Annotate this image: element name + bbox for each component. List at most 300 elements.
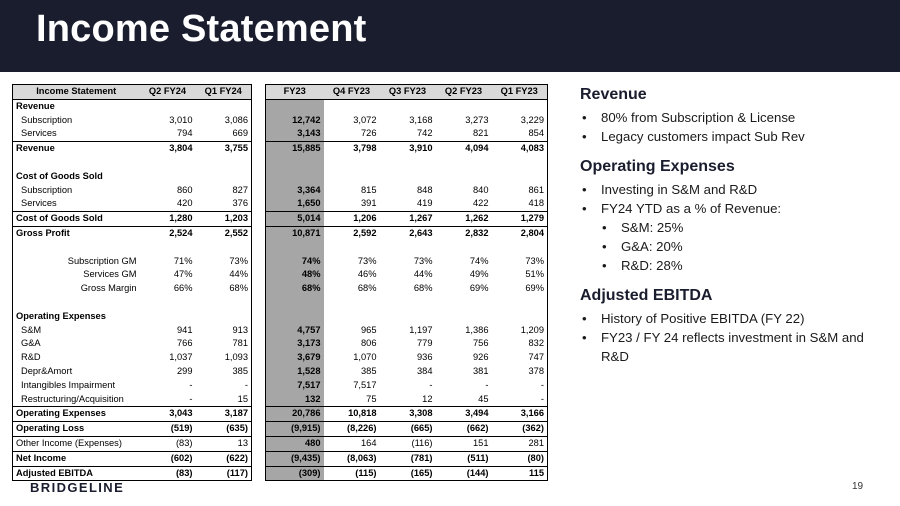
table-cell: 378 [492,365,548,379]
table-cell: 1,093 [196,351,252,365]
table-cell: 73% [492,255,548,269]
row-label: Cost of Goods Sold [13,170,140,184]
table-row [13,170,548,184]
section-title: Operating Expenses [580,158,735,175]
row-label: Revenue [13,99,140,113]
table-cell: 3,494 [436,407,492,422]
table-row [13,226,548,240]
column-spacer [252,407,266,422]
table-row [13,466,548,481]
table-cell: 68% [413,283,433,294]
column-header: Q1 FY23 [492,85,548,100]
table-row [13,99,548,113]
table-cell: 44% [196,268,252,282]
table-cell [196,241,252,255]
title-banner [0,0,900,72]
column-spacer [252,337,266,351]
table-cell [380,156,436,170]
table-cell: (9,435) [266,451,324,466]
column-spacer [252,268,266,282]
table-cell: 742 [416,128,433,139]
table-cell: 420 [176,198,193,209]
table-cell: 3,043 [140,407,196,422]
row-label: Services GM [13,268,140,282]
table-cell: (602) [140,451,196,466]
table-cell: 49% [469,269,489,280]
table-cell: 384 [416,365,433,376]
table-cell [196,99,252,113]
table-row [13,436,548,451]
table-row [13,324,548,338]
table-cell: 419 [416,198,433,209]
column-spacer [252,142,266,156]
table-cell: (8,063) [324,451,380,466]
slide-title: Income Statement [36,8,367,50]
table-cell [324,296,380,310]
table-cell: 806 [360,338,377,349]
table-cell: 1,280 [140,212,196,227]
column-spacer [252,226,266,240]
table-cell: 3,273 [465,114,489,125]
table-cell [436,241,492,255]
table-cell: 12,742 [266,114,324,128]
table-cell: 3,910 [380,142,436,156]
table-cell [140,241,196,255]
column-header: Q2 FY23 [436,85,492,100]
table-cell: (83) [140,436,196,451]
table-cell: 1,209 [492,324,548,338]
table-cell: 164 [324,436,380,451]
column-spacer [252,393,266,407]
table-cell [266,99,324,113]
column-spacer [252,99,266,113]
row-label: Services [13,197,140,211]
table-cell: 3,229 [492,114,548,128]
column-spacer [252,296,266,310]
table-cell: 4,094 [436,142,492,156]
table-cell: 5,014 [266,212,324,227]
table-cell [380,310,436,324]
table-cell: 3,072 [353,114,377,125]
table-cell: 418 [492,197,548,211]
column-spacer [252,451,266,466]
column-spacer [252,114,266,128]
table-cell: (519) [140,422,196,437]
table-cell [492,170,548,184]
table-cell: 69% [469,283,489,294]
table-cell: - [492,379,548,393]
table-cell: 46% [357,269,377,280]
table-row [13,268,548,282]
table-cell: 766 [176,338,193,349]
table-cell: (117) [196,466,252,481]
table-cell: 2,524 [140,226,196,240]
table-cell: 422 [472,198,489,209]
section-title: Adjusted EBITDA [580,287,713,304]
table-cell: 2,643 [380,226,436,240]
table-row [13,184,548,198]
table-cell [492,99,548,113]
column-spacer [252,241,266,255]
table-cell: 747 [492,351,548,365]
table-cell [266,241,324,255]
table-cell: - [189,393,193,404]
table-cell: (80) [492,451,548,466]
table-cell: 941 [176,324,193,335]
table-cell [492,310,548,324]
table-cell: (9,915) [266,422,324,437]
column-spacer [252,436,266,451]
table-cell: 391 [360,198,377,209]
table-cell: 848 [416,184,433,195]
table-cell [436,170,492,184]
table-cell: 926 [472,352,489,363]
table-cell [492,156,548,170]
table-cell: 68% [357,283,377,294]
table-cell: 74% [266,255,324,269]
table-cell: 832 [492,337,548,351]
table-cell: 4,757 [266,324,324,338]
table-cell [196,310,252,324]
table-cell: 281 [492,436,548,451]
table-cell: 669 [196,127,252,141]
table-cell: 965 [360,324,377,335]
column-spacer [252,310,266,324]
column-header: Q4 FY23 [324,85,380,100]
table-cell: 66% [173,283,193,294]
table-cell [324,241,380,255]
table-cell: 75 [366,393,377,404]
table-cell: 1,206 [324,212,380,227]
table-cell: 15 [196,393,252,407]
table-cell: 726 [360,128,377,139]
table-cell [196,296,252,310]
column-spacer [252,255,266,269]
bullet-item: • FY23 / FY 24 reflects investment in S&M and R&D [580,328,880,366]
table-row [13,197,548,211]
table-cell [196,170,252,184]
section-title: Revenue [580,86,647,103]
table-cell [140,170,196,184]
column-spacer [252,379,266,393]
bullet-item: • 80% from Subscription & License [580,108,880,127]
table-cell: 3,166 [492,407,548,422]
table-cell [380,296,436,310]
column-header: Q3 FY23 [380,85,436,100]
column-spacer [252,282,266,296]
table-cell [324,170,380,184]
table-cell: 827 [196,184,252,198]
table-cell: 45 [478,393,489,404]
row-label [13,156,140,170]
table-cell: 7,517 [266,379,324,393]
table-cell: 3,755 [196,142,252,156]
table-row [13,127,548,141]
table-cell: (115) [324,466,380,481]
bullet-item: • R&D: 28% [580,256,880,275]
table-row [13,296,548,310]
row-label: Other Income (Expenses) [13,436,140,451]
column-spacer [252,466,266,481]
table-cell: 47% [173,269,193,280]
table-row [13,255,548,269]
table-cell [380,170,436,184]
table-cell: 840 [472,184,489,195]
table-cell: 3,364 [266,184,324,198]
row-label: Operating Expenses [13,407,140,422]
table-row [13,212,548,227]
table-cell: 779 [416,338,433,349]
table-cell: 73% [413,255,433,266]
row-label: Adjusted EBITDA [13,466,140,481]
table-cell: 860 [176,184,193,195]
bullet-item: • S&M: 25% [580,218,880,237]
column-spacer [252,170,266,184]
table-cell: 3,173 [266,337,324,351]
column-spacer [252,324,266,338]
column-spacer [252,156,266,170]
table-row [13,407,548,422]
table-cell: 13 [196,436,252,451]
table-cell: 3,804 [140,142,196,156]
row-label: Gross Margin [13,282,140,296]
row-label: G&A [13,337,140,351]
row-label: Subscription [13,114,140,128]
table-cell: - [196,379,252,393]
table-cell: 44% [413,269,433,280]
table-cell: 861 [492,184,548,198]
table-cell: - [429,379,433,390]
table-cell: 854 [492,127,548,141]
table-cell: 7,517 [353,379,377,390]
table-cell: 794 [176,128,193,139]
table-cell: 385 [196,365,252,379]
table-cell: 1,650 [266,197,324,211]
table-cell: 48% [266,268,324,282]
table-cell: 151 [436,436,492,451]
column-header: Q1 FY24 [196,85,252,100]
table-cell: 936 [416,352,433,363]
table-cell: 74% [469,255,489,266]
table-cell: 4,083 [492,142,548,156]
table-cell [492,296,548,310]
column-spacer [252,212,266,227]
bullet-item: • Legacy customers impact Sub Rev [580,127,880,146]
row-label: Subscription [13,184,140,198]
column-header: FY23 [266,85,324,100]
bullet-list [580,180,880,275]
table-cell: - [189,379,193,390]
table-row [13,114,548,128]
table-cell [324,156,380,170]
row-label: Gross Profit [13,226,140,240]
income-statement-table-container [12,84,548,481]
table-row [13,241,548,255]
row-label: Restructuring/Acquisition [13,393,140,407]
table-cell: 3,143 [266,127,324,141]
table-cell [380,99,436,113]
table-cell: - [492,393,548,407]
bullet-list [580,108,880,146]
table-cell: 69% [492,282,548,296]
table-row [13,156,548,170]
table-cell: (165) [380,466,436,481]
table-cell: 1,267 [380,212,436,227]
table-cell [266,170,324,184]
table-cell: 1,279 [492,212,548,227]
bullet-item: • FY24 YTD as a % of Revenue: [580,199,880,218]
bullet-item: • History of Positive EBITDA (FY 22) [580,309,880,328]
column-spacer [252,184,266,198]
table-cell [266,156,324,170]
table-cell: 3,010 [169,114,193,125]
table-cell: 71% [173,255,193,266]
row-label: Depr&Amort [13,365,140,379]
table-row [13,282,548,296]
table-cell: 3,798 [324,142,380,156]
table-cell: 3,679 [266,351,324,365]
table-cell [266,296,324,310]
table-cell: 12 [422,393,433,404]
table-row [13,142,548,156]
column-spacer [252,422,266,437]
table-row [13,422,548,437]
table-cell: 3,086 [196,114,252,128]
table-cell: 2,832 [436,226,492,240]
row-label [13,241,140,255]
table-cell [140,156,196,170]
row-label: Intangibles Impairment [13,379,140,393]
table-cell: (662) [436,422,492,437]
table-cell [436,156,492,170]
table-cell: 3,168 [409,114,433,125]
table-cell: 480 [266,436,324,451]
table-cell: 68% [196,282,252,296]
table-cell [140,310,196,324]
table-cell: 1,197 [409,324,433,335]
row-label: Subscription GM [13,255,140,269]
table-cell [324,310,380,324]
commentary-section [580,287,880,366]
bullet-item: • G&A: 20% [580,237,880,256]
table-cell: (309) [266,466,324,481]
table-cell: 1,037 [169,352,193,363]
bullet-list [580,309,880,366]
column-spacer [252,85,266,100]
commentary-section [580,158,880,275]
table-cell [266,310,324,324]
table-cell: 1,528 [266,365,324,379]
table-cell: 821 [472,128,489,139]
table-cell: 781 [196,337,252,351]
table-cell: 10,818 [324,407,380,422]
income-statement-table [12,84,548,481]
table-cell [492,241,548,255]
column-spacer [252,197,266,211]
row-label: Revenue [13,142,140,156]
table-row [13,451,548,466]
table-cell: 2,804 [492,226,548,240]
table-cell [196,156,252,170]
table-cell: 1,262 [436,212,492,227]
table-body [13,99,548,481]
table-cell: (635) [196,422,252,437]
table-cell: (83) [140,466,196,481]
table-cell: (144) [436,466,492,481]
table-cell: 2,552 [196,226,252,240]
table-cell: (362) [492,422,548,437]
row-label: Operating Loss [13,422,140,437]
table-cell: 1,203 [196,212,252,227]
commentary-panel [580,86,880,378]
column-spacer [252,351,266,365]
table-row [13,365,548,379]
table-cell [140,99,196,113]
table-cell: 299 [176,365,193,376]
table-cell: 376 [196,197,252,211]
column-spacer [252,127,266,141]
table-cell [436,310,492,324]
table-cell: 1,386 [465,324,489,335]
table-cell [436,296,492,310]
table-row [13,393,548,407]
table-cell: (8,226) [324,422,380,437]
row-label: Operating Expenses [13,310,140,324]
row-label [13,296,140,310]
table-cell [436,99,492,113]
row-label: Net Income [13,451,140,466]
table-cell: 73% [357,255,377,266]
table-cell: 10,871 [266,226,324,240]
table-cell: 73% [196,255,252,269]
table-cell: 913 [196,324,252,338]
table-cell [140,296,196,310]
table-cell: 1,070 [353,352,377,363]
table-cell: 815 [360,184,377,195]
table-cell [324,99,380,113]
table-cell: (781) [380,451,436,466]
bridgeline-logo: BRIDGELINE [30,480,125,495]
table-cell: - [485,379,489,390]
page-number: 19 [852,481,864,492]
table-cell: 51% [492,268,548,282]
row-label: S&M [13,324,140,338]
table-cell: 115 [492,466,548,481]
row-label: Services [13,127,140,141]
table-cell: 3,187 [196,407,252,422]
table-cell: (622) [196,451,252,466]
table-header-row [13,85,548,100]
table-cell: 756 [472,338,489,349]
table-cell: (116) [380,436,436,451]
table-row [13,337,548,351]
table-cell: 132 [266,393,324,407]
table-cell: 381 [472,365,489,376]
row-label: Cost of Goods Sold [13,212,140,227]
column-spacer [252,365,266,379]
column-header: Income Statement [13,85,140,100]
row-label: R&D [13,351,140,365]
table-cell: (665) [380,422,436,437]
table-row [13,351,548,365]
table-cell: 385 [360,365,377,376]
table-row [13,310,548,324]
column-header: Q2 FY24 [140,85,196,100]
commentary-section [580,86,880,146]
table-row [13,379,548,393]
table-cell: 15,885 [266,142,324,156]
bullet-item: • Investing in S&M and R&D [580,180,880,199]
